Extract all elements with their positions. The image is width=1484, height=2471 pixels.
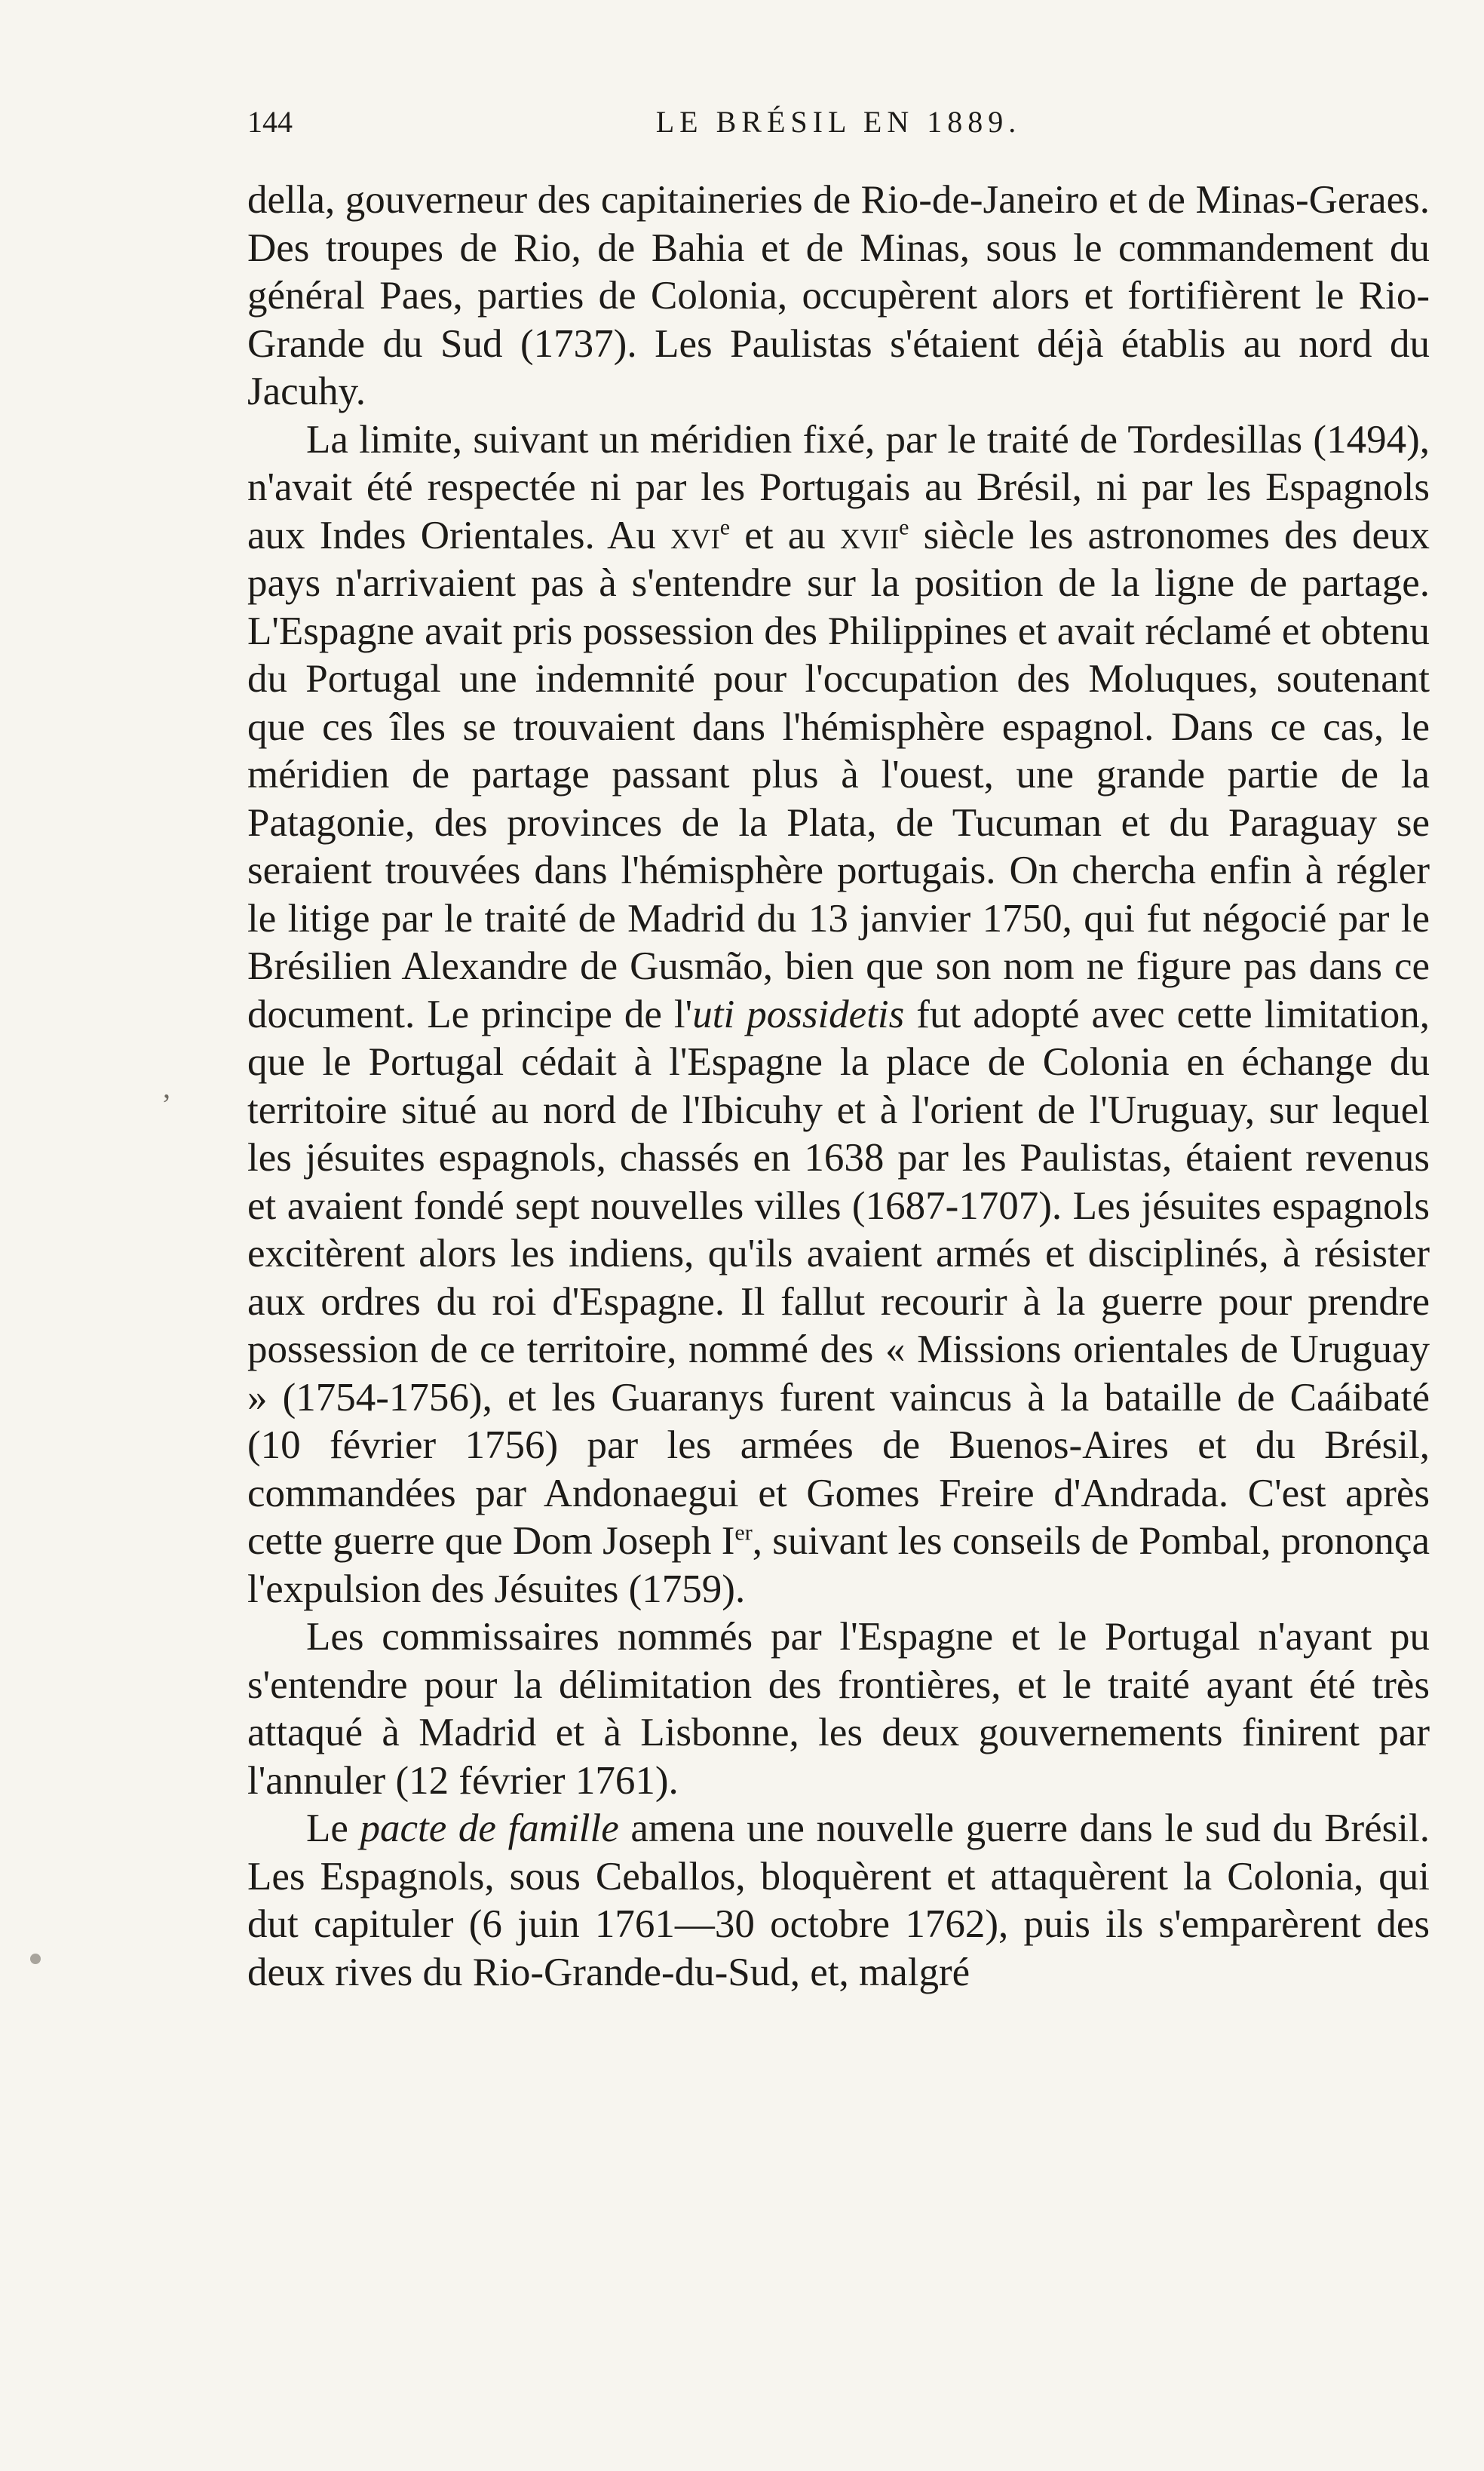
ordinal-sup: er (734, 1520, 753, 1546)
paragraph-4-part-2: amena une nouvelle guerre dans le sud du Brésil. Les Espagnols, sous Ceballos, bloquèrent et attaquèrent la Colonia, qui dut capituler (6 juin 1761—30 octobre 1762), puis ils s'emparèrent des deux rives du Rio-Grande-du-Sud, et, malgré (247, 1806, 1430, 1994)
century-xvii-sup: e (899, 514, 909, 539)
century-xvii: xvii (839, 513, 900, 557)
paragraph-2-part-3: fut adopté avec cette limitation, que le Portugal cédait à l'Espagne la place de Colonia en échange du territoire situé au nord de l'Ibicuhy et à l'orient de l'Uruguay, sur lequel les jésuites espagnols, chassés en 1638 par les Paulistas, étaient revenus et avaient fondé sept nouvelles villes (1687-1707). Les jésuites espagnols excitèrent alors les indiens, qu'ils avaient armés et disciplinés, à résister aux ordres du roi d'Espagne. Il fallut recourir à la guerre pour prendre possession de ce territoire, nommé des « Missions orientales de Uruguay » (1754-1756), et les Guaranys furent vaincus à la bataille de Caáibaté (10 février 1756) par les armées de Buenos-Aires et du Brésil, commandées par Andonaegui et Gomes Freire d'Andrada. C'est après cette guerre que Dom Joseph I (247, 992, 1430, 1563)
paragraph-1: della, gouverneur des capitaineries de Rio-de-Janeiro et de Minas-Geraes. Des troupes de Rio, de Bahia et de Minas, sous le commandement du général Paes, parties de Colonia, occupèrent alors et fortifièrent le Rio-Grande du Sud (1737). Les Paulistas s'étaient déjà établis au nord du Jacuhy. (247, 178, 1430, 413)
century-xvi-sup: e (719, 514, 731, 539)
paragraph-2-part-2: siècle les astronomes des deux pays n'arrivaient pas à s'entendre sur la position de la ligne de partage. L'Espagne avait pris possession des Philippines et avait réclamé et obtenu du Portugal une indemnité pour l'occupation des Moluques, soutenant que ces îles se trouvaient dans l'hémisphère espagnol. Dans ce cas, le méridien de partage passant plus à l'ouest, une grande partie de la Patagonie, des provinces de la Plata, de Tucuman et du Paraguay se seraient trouvées dans l'hémisphère portugais. On chercha enfin à régler le litige par le traité de Madrid du 13 janvier 1750, qui fut négocié par le Brésilien Alexandre de Gusmão, bien que son nom ne figure pas dans ce document. Le principe de l' (247, 513, 1430, 1036)
paragraph-4 (247, 1805, 1430, 1997)
pacte-de-famille: pacte de famille (360, 1806, 619, 1850)
body-text (247, 176, 1430, 1997)
book-page (247, 97, 1430, 1997)
paragraph-2-part-1: La limite, suivant un méridien fixé, par le traité de Tordesillas (1494), n'avait été respectée ni par les Portugais au Brésil, ni par les Espagnols aux Indes Orientales. Au (247, 417, 1430, 557)
paragraph-2-part-4: , suivant les conseils de Pombal, prononça l'expulsion des Jésuites (1759). (247, 1519, 1430, 1611)
scan-speck (30, 1954, 41, 1964)
uti-possidetis: uti possidetis (692, 992, 905, 1036)
century-xvi: xvi (670, 513, 720, 557)
paragraph-2-and: et au (730, 513, 840, 557)
page-number: 144 (247, 105, 293, 139)
running-title: LE BRÉSIL EN 1889. (655, 105, 1022, 139)
paragraph-4-part-1: Le (306, 1806, 360, 1850)
paragraph-3: Les commissaires nommés par l'Espagne et le Portugal n'ayant pu s'entendre pour la délimitation des frontières, et le traité ayant été très attaqué à Madrid et à Lisbonne, les deux gouvernements finirent par l'annuler (12 février 1761). (247, 1615, 1430, 1803)
page-header (247, 97, 1430, 149)
paragraph-2 (247, 416, 1430, 1614)
margin-mark: , (163, 1070, 170, 1104)
